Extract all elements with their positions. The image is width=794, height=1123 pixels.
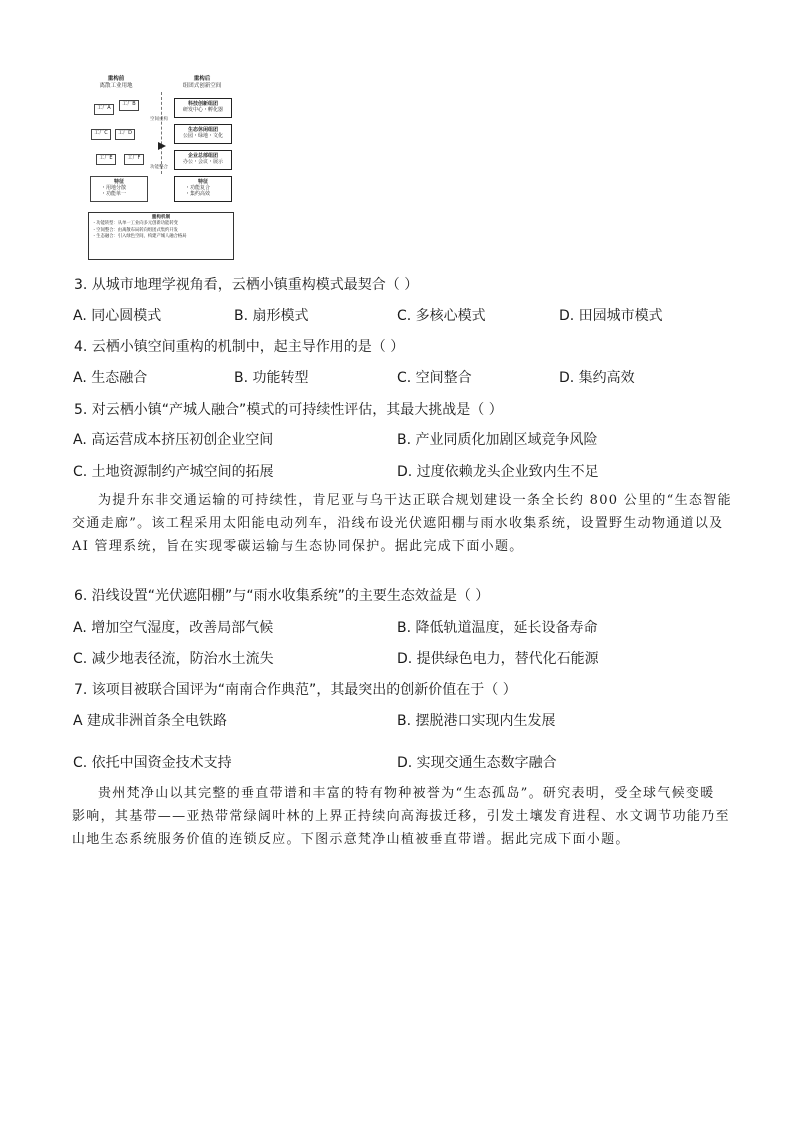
question-4-option-c[interactable]: C. 空间整合 — [397, 370, 472, 386]
passage-line: 交通走廊”。该工程采用太阳能电动列车，沿线布设光伏遮阳棚与雨水收集系统，设置野生动物通道以及 — [72, 516, 724, 531]
cluster-eco-detail: 公园・绿地・文化 — [182, 133, 223, 139]
before-feature-title: 特征 — [113, 179, 124, 185]
question-3-option-b[interactable]: B. 扇形模式 — [234, 308, 309, 324]
cluster-eco-title: 生态休闲组团 — [187, 127, 218, 133]
question-3-stem: 3. 从城市地理学视角看，云栖小镇重构模式最契合（ ） — [74, 277, 419, 293]
function-integration-label: 功能整合 — [150, 165, 168, 170]
before-feature-item: ・功能单一 — [101, 191, 127, 197]
after-feature-item: ・集约高效 — [185, 191, 211, 197]
question-3-option-d[interactable]: D. 田园城市模式 — [559, 308, 663, 324]
after-feature-title: 特征 — [197, 179, 208, 185]
before-subtitle-text: 离散工业用地 — [99, 83, 133, 89]
after-subtitle-text: 组团式创新空间 — [182, 83, 222, 89]
divider-line — [161, 92, 162, 174]
space-restructure-label: 空间重构 — [150, 117, 168, 122]
mechanism-item: ・空间整合：由离散布局转向组团式集约开发 — [92, 227, 178, 233]
cluster-hq — [174, 150, 232, 170]
before-feature-item: ・用地分散 — [101, 185, 127, 191]
question-5-option-b[interactable]: B. 产业同质化加剧区域竞争风险 — [397, 432, 598, 448]
question-5-option-c[interactable]: C. 土地资源制约产城空间的拓展 — [73, 464, 274, 480]
after-title — [172, 76, 232, 90]
mechanism-item: ・功能转型：从单一工业向多元创新功能转变 — [92, 221, 178, 227]
question-7-option-d[interactable]: D. 实现交通生态数字融合 — [397, 755, 557, 771]
cluster-tech-title: 科技创新组团 — [187, 101, 218, 107]
cluster-tech — [174, 98, 232, 118]
question-6-stem: 6. 沿线设置“光伏遮阳棚”与“雨水收集系统”的主要生态效益是（ ） — [74, 588, 490, 604]
before-feature-box — [90, 176, 148, 202]
cluster-tech-detail: 研发中心・孵化器 — [182, 107, 223, 113]
factory-d: 工厂D — [115, 129, 135, 140]
cluster-hq-detail: 办公・会议・展示 — [182, 159, 223, 165]
question-4-stem: 4. 云栖小镇空间重构的机制中，起主导作用的是（ ） — [74, 339, 405, 355]
before-title-text: 重构前 — [107, 76, 125, 82]
factory-c: 工厂C — [91, 129, 111, 140]
after-title-text: 重构后 — [193, 76, 211, 82]
after-feature-item: ・功能复合 — [185, 185, 211, 191]
mechanism-box — [88, 212, 234, 260]
question-6-option-a[interactable]: A. 增加空气湿度，改善局部气候 — [73, 620, 274, 636]
question-5-option-d[interactable]: D. 过度依赖龙头企业致内生不足 — [397, 464, 599, 480]
passage-line: 贵州梵净山以其完整的垂直带谱和丰富的特有物种被誉为“生态孤岛”。研究表明，受全球气候变暖 — [98, 786, 715, 801]
passage-line: 为提升东非交通运输的可持续性，肯尼亚与乌干达正联合规划建设一条全长约 800 公里的“生态智能 — [98, 493, 732, 508]
question-7-option-c[interactable]: C. 依托中国资金技术支持 — [73, 755, 232, 771]
restructuring-diagram — [86, 72, 236, 264]
question-6-option-c[interactable]: C. 减少地表径流，防治水土流失 — [73, 651, 274, 667]
passage-line: AI 管理系统，旨在实现零碳运输与生态协同保护。据此完成下面小题。 — [72, 539, 524, 554]
passage-line: 山地生态系统服务价值的连锁反应。下图示意梵净山植被垂直带谱。据此完成下面小题。 — [72, 832, 630, 847]
passage-fanjingshan — [72, 785, 730, 854]
question-3-option-a[interactable]: A. 同心圆模式 — [73, 308, 162, 324]
question-3-option-c[interactable]: C. 多核心模式 — [397, 308, 486, 324]
passage-east-africa — [72, 492, 732, 561]
factory-a: 工厂A — [94, 104, 114, 115]
question-7-option-a[interactable]: A 建成非洲首条全电铁路 — [73, 713, 228, 729]
cluster-eco — [174, 124, 232, 144]
before-title — [88, 76, 144, 90]
factory-f: 工厂F — [124, 154, 144, 165]
after-feature-box — [174, 176, 232, 202]
passage-line: 影响，其基带——亚热带常绿阔叶林的上界正持续向高海拔迁移，引发土壤发育进程、水文调节功能乃至 — [72, 809, 730, 824]
question-6-option-d[interactable]: D. 提供绿色电力，替代化石能源 — [397, 651, 599, 667]
question-5-stem: 5. 对云栖小镇“产城人融合”模式的可持续性评估，其最大挑战是（ ） — [74, 402, 503, 418]
question-4-option-d[interactable]: D. 集约高效 — [559, 370, 635, 386]
question-5-option-a[interactable]: A. 高运营成本挤压初创企业空间 — [73, 432, 274, 448]
transform-arrow-icon — [158, 142, 166, 150]
factory-e: 工厂E — [96, 154, 116, 165]
factory-b: 工厂B — [119, 100, 139, 111]
mechanism-item: ・生态融合：引入绿色空间，构建产城人融合格局 — [92, 234, 187, 240]
question-6-option-b[interactable]: B. 降低轨道温度，延长设备寿命 — [397, 620, 598, 636]
question-7-option-b[interactable]: B. 摆脱港口实现内生发展 — [397, 713, 556, 729]
question-7-stem: 7. 该项目被联合国评为“南南合作典范”，其最突出的创新价值在于（ ） — [74, 682, 517, 698]
mechanism-title: 重构机制 — [151, 215, 171, 220]
question-4-option-a[interactable]: A. 生态融合 — [73, 370, 148, 386]
cluster-hq-title: 企业总部组团 — [187, 153, 218, 159]
question-4-option-b[interactable]: B. 功能转型 — [234, 370, 309, 386]
